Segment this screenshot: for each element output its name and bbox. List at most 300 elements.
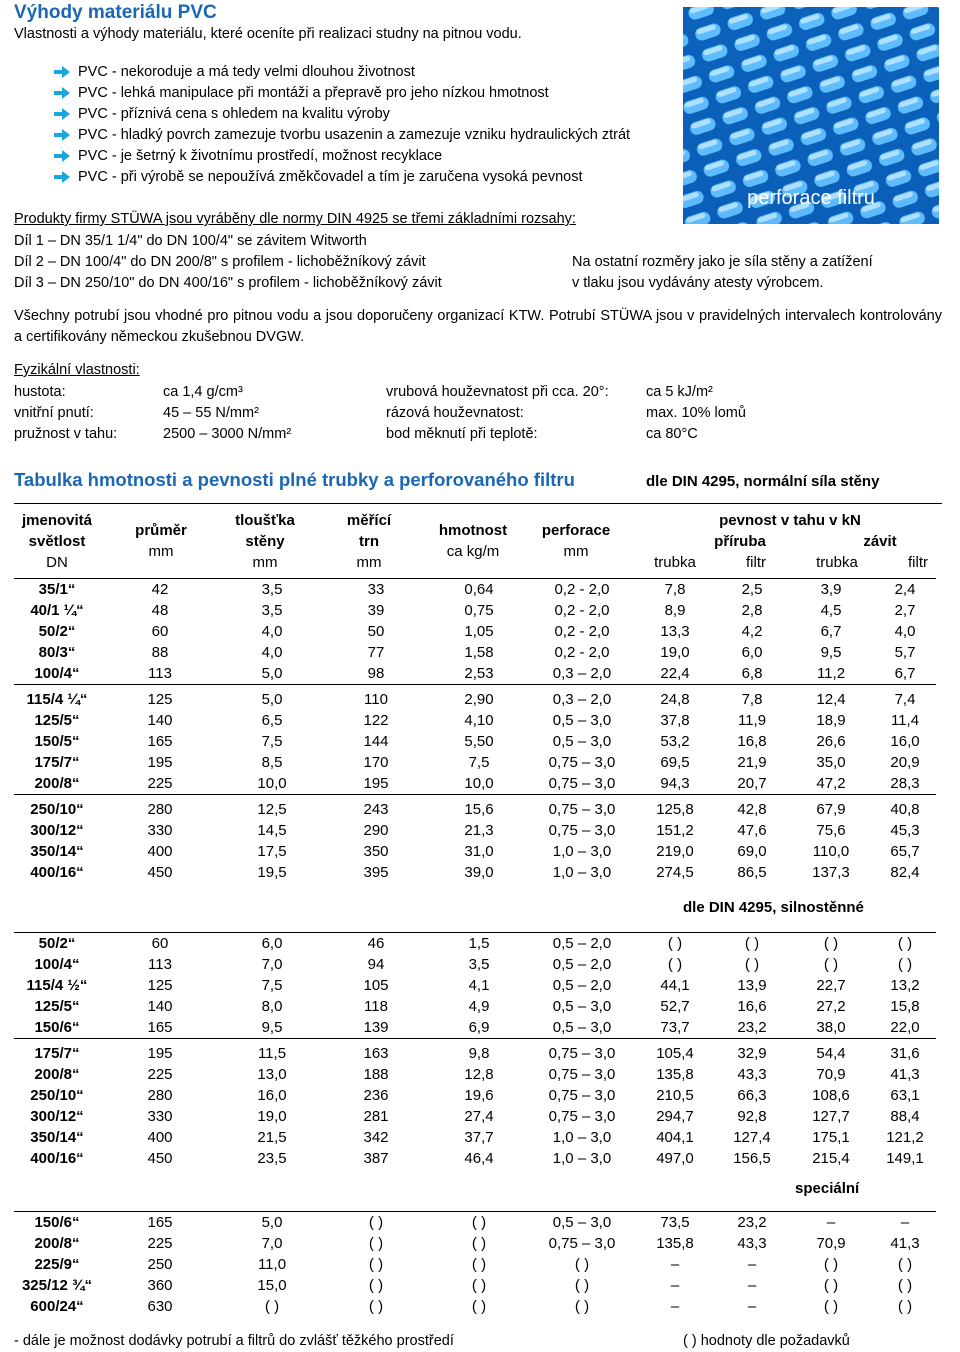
value-cell: 156,5 bbox=[733, 1150, 771, 1167]
value-cell: 7,4 bbox=[874, 685, 936, 711]
property-label: vnitřní pnutí: bbox=[14, 405, 94, 421]
dn-cell: 40/1 ¼“ bbox=[30, 602, 84, 619]
value-cell: 94 bbox=[367, 956, 385, 973]
table-row bbox=[14, 841, 936, 862]
value-cell: 73,5 bbox=[634, 1212, 716, 1234]
value-cell: 0,5 – 3,0 bbox=[530, 1212, 634, 1234]
value-cell: 2,53 bbox=[464, 665, 494, 682]
value-cell: 127,4 bbox=[733, 1129, 771, 1146]
advantage-text: PVC - příznivá cena s ohledem na kvalitu výroby bbox=[78, 106, 390, 122]
value-cell: 54,4 bbox=[788, 1039, 874, 1065]
value-cell: 4,0 bbox=[261, 644, 283, 661]
value-cell: 21,3 bbox=[464, 822, 494, 839]
norm-strong-label: dle DIN 4295, silnostěnné bbox=[683, 899, 864, 916]
table-row bbox=[14, 1233, 936, 1254]
table-row bbox=[14, 1064, 936, 1085]
value-cell: 219,0 bbox=[656, 843, 694, 860]
value-cell: 387 bbox=[363, 1150, 389, 1167]
value-cell: 0,5 – 3,0 bbox=[552, 1019, 612, 1036]
dn-cell: 50/2“ bbox=[38, 623, 76, 640]
table-normal-wall bbox=[14, 578, 936, 883]
value-cell: 1,0 – 3,0 bbox=[552, 1150, 612, 1167]
value-cell: 16,6 bbox=[737, 998, 767, 1015]
value-cell: 73,7 bbox=[660, 1019, 690, 1036]
value-cell: 195 bbox=[100, 1039, 220, 1065]
value-cell: 330 bbox=[147, 822, 173, 839]
value-cell: 20,9 bbox=[890, 754, 920, 771]
value-cell: 151,2 bbox=[656, 822, 694, 839]
value-cell: 22,0 bbox=[890, 1019, 920, 1036]
value-cell: 7,5 bbox=[261, 977, 283, 994]
dn-cell: 200/8“ bbox=[34, 1235, 80, 1252]
advantage-text: PVC - je šetrný k životnímu prostředí, možnost recyklace bbox=[78, 148, 443, 164]
value-cell: 2,8 bbox=[741, 602, 763, 619]
product-part-1: Díl 1 – DN 35/1 1/4" do DN 100/4" se závitem Witworth bbox=[14, 233, 367, 249]
table-row bbox=[14, 685, 936, 711]
value-cell: 22,7 bbox=[816, 977, 846, 994]
value-cell: 0,75 – 3,0 bbox=[548, 775, 616, 792]
value-cell: ( ) bbox=[368, 1277, 384, 1294]
value-cell: 170 bbox=[363, 754, 389, 771]
value-cell: 6,8 bbox=[741, 665, 763, 682]
value-cell: 137,3 bbox=[812, 864, 850, 881]
value-cell: 24,8 bbox=[634, 685, 716, 711]
header-dn: jmenovitá světlost DN bbox=[21, 512, 93, 571]
dn-cell: 100/4“ bbox=[34, 956, 80, 973]
arrow-right-icon bbox=[54, 87, 70, 99]
value-cell: 60 bbox=[151, 623, 169, 640]
dn-cell: 150/6“ bbox=[34, 1019, 80, 1036]
value-cell: 41,3 bbox=[890, 1066, 920, 1083]
value-cell: 43,3 bbox=[737, 1066, 767, 1083]
value-cell: 23,2 bbox=[737, 1019, 767, 1036]
table-row bbox=[14, 731, 936, 752]
value-cell: 19,6 bbox=[464, 1087, 494, 1104]
table-row bbox=[14, 642, 936, 663]
value-cell: 1,0 – 3,0 bbox=[552, 864, 612, 881]
value-cell: 86,5 bbox=[737, 864, 767, 881]
value-cell: 11,2 bbox=[816, 665, 846, 682]
value-cell: 4,10 bbox=[464, 712, 494, 729]
perforated-filter-image bbox=[683, 7, 939, 224]
value-cell: 2,5 bbox=[716, 579, 788, 601]
value-cell: 88 bbox=[151, 644, 169, 661]
value-cell: 5,0 bbox=[220, 685, 324, 711]
value-cell: 27,4 bbox=[464, 1108, 494, 1125]
value-cell: 94,3 bbox=[660, 775, 690, 792]
header-thread: závit bbox=[863, 533, 897, 550]
value-cell: 88,4 bbox=[890, 1108, 920, 1125]
value-cell: ( ) bbox=[897, 1256, 913, 1273]
value-cell: 149,1 bbox=[886, 1150, 924, 1167]
dn-cell: 350/14“ bbox=[30, 1129, 84, 1146]
property-value: max. 10% lomů bbox=[646, 405, 746, 421]
value-cell: – bbox=[747, 1298, 757, 1315]
dn-cell: 100/4“ bbox=[34, 665, 80, 682]
value-cell: 195 bbox=[363, 775, 389, 792]
value-cell: ( ) bbox=[823, 1298, 839, 1315]
header-perforation: perforace mm bbox=[541, 522, 611, 560]
table-row bbox=[14, 1148, 936, 1169]
table-special bbox=[14, 1211, 936, 1317]
value-cell: 5,50 bbox=[464, 733, 494, 750]
property-value: 2500 – 3000 N/mm² bbox=[163, 426, 292, 442]
value-cell: ( ) bbox=[574, 1256, 590, 1273]
value-cell: 6,7 bbox=[894, 665, 916, 682]
property-label: hustota: bbox=[14, 384, 66, 400]
value-cell: 19,5 bbox=[257, 864, 287, 881]
table-row bbox=[14, 1127, 936, 1148]
value-cell: 1,05 bbox=[464, 623, 494, 640]
value-cell: 17,5 bbox=[257, 843, 287, 860]
value-cell: 15,6 bbox=[428, 795, 530, 821]
dn-cell: 250/10“ bbox=[14, 795, 100, 821]
value-cell: 45,3 bbox=[890, 822, 920, 839]
value-cell: 23,2 bbox=[716, 1212, 788, 1234]
value-cell: 6,0 bbox=[741, 644, 763, 661]
dn-cell: 200/8“ bbox=[34, 775, 80, 792]
value-cell: 7,5 bbox=[261, 733, 283, 750]
value-cell: 10,0 bbox=[257, 775, 287, 792]
value-cell: 4,2 bbox=[741, 623, 763, 640]
value-cell: ( ) bbox=[264, 1298, 280, 1315]
dn-cell: 325/12 ¾“ bbox=[21, 1277, 93, 1294]
advantage-item bbox=[54, 83, 630, 104]
value-cell: – bbox=[874, 1212, 936, 1234]
table-row bbox=[14, 710, 936, 731]
value-cell: ( ) bbox=[324, 1212, 428, 1234]
value-cell: ( ) bbox=[823, 1256, 839, 1273]
header-trn: měřící trn mm bbox=[346, 512, 392, 571]
dn-cell: 175/7“ bbox=[14, 1039, 100, 1065]
value-cell: 0,75 – 3,0 bbox=[548, 754, 616, 771]
dn-cell: 300/12“ bbox=[30, 1108, 84, 1125]
value-cell: 32,9 bbox=[716, 1039, 788, 1065]
value-cell: ( ) bbox=[368, 1235, 384, 1252]
value-cell: 65,7 bbox=[890, 843, 920, 860]
value-cell: 395 bbox=[363, 864, 389, 881]
value-cell: 0,2 - 2,0 bbox=[554, 602, 610, 619]
value-cell: 0,3 – 2,0 bbox=[552, 665, 612, 682]
physical-heading: Fyzikální vlastnosti: bbox=[14, 362, 140, 378]
table-title: Tabulka hmotnosti a pevnosti plné trubky a perforovaného filtru bbox=[14, 469, 575, 490]
value-cell: 274,5 bbox=[656, 864, 694, 881]
value-cell: 47,2 bbox=[816, 775, 846, 792]
dn-cell: 150/5“ bbox=[34, 733, 80, 750]
value-cell: – bbox=[670, 1277, 680, 1294]
value-cell: ( ) bbox=[634, 933, 716, 955]
value-cell: 26,6 bbox=[816, 733, 846, 750]
value-cell: 5,0 bbox=[220, 1212, 324, 1234]
value-cell: 11,4 bbox=[890, 712, 920, 729]
value-cell: 1,0 – 3,0 bbox=[552, 843, 612, 860]
value-cell: 46 bbox=[324, 933, 428, 955]
dn-cell: 35/1“ bbox=[14, 579, 100, 601]
value-cell: 50 bbox=[367, 623, 385, 640]
value-cell: 0,75 – 3,0 bbox=[548, 1087, 616, 1104]
value-cell: 92,8 bbox=[737, 1108, 767, 1125]
value-cell: 3,5 bbox=[220, 579, 324, 601]
value-cell: – bbox=[670, 1298, 680, 1315]
value-cell: 225 bbox=[147, 1066, 173, 1083]
value-cell: 3,9 bbox=[788, 579, 874, 601]
value-cell: 163 bbox=[324, 1039, 428, 1065]
arrow-right-icon bbox=[54, 108, 70, 120]
value-cell: 3,5 bbox=[468, 956, 490, 973]
value-cell: 108,6 bbox=[812, 1087, 850, 1104]
value-cell: 23,5 bbox=[257, 1150, 287, 1167]
dn-cell: 225/9“ bbox=[34, 1256, 80, 1273]
table-row bbox=[14, 1039, 936, 1065]
value-cell: 0,5 – 2,0 bbox=[552, 977, 612, 994]
value-cell: 0,2 - 2,0 bbox=[554, 623, 610, 640]
value-cell: 5,0 bbox=[261, 665, 283, 682]
value-cell: 0,75 – 3,0 bbox=[548, 822, 616, 839]
value-cell: 5,7 bbox=[894, 644, 916, 661]
value-cell: 210,5 bbox=[656, 1087, 694, 1104]
value-cell: 48 bbox=[151, 602, 169, 619]
value-cell: 0,75 – 3,0 bbox=[530, 1039, 634, 1065]
value-cell: 77 bbox=[367, 644, 385, 661]
value-cell: 450 bbox=[147, 864, 173, 881]
value-cell: 21,9 bbox=[737, 754, 767, 771]
page-title: Výhody materiálu PVC bbox=[14, 2, 217, 23]
table-top-rule bbox=[14, 503, 942, 504]
value-cell: 16,0 bbox=[257, 1087, 287, 1104]
value-cell: 175,1 bbox=[812, 1129, 850, 1146]
value-cell: 4,5 bbox=[820, 602, 842, 619]
property-label: pružnost v tahu: bbox=[14, 426, 118, 442]
value-cell: 18,9 bbox=[816, 712, 846, 729]
value-cell: 105 bbox=[363, 977, 389, 994]
value-cell: 2,7 bbox=[894, 602, 916, 619]
property-value: ca 1,4 g/cm³ bbox=[163, 384, 243, 400]
value-cell: 135,8 bbox=[656, 1235, 694, 1252]
value-cell: 33 bbox=[324, 579, 428, 601]
dn-cell: 350/14“ bbox=[30, 843, 84, 860]
value-cell: ( ) bbox=[667, 956, 683, 973]
value-cell: 144 bbox=[363, 733, 389, 750]
dn-cell: 125/5“ bbox=[34, 998, 80, 1015]
value-cell: 53,2 bbox=[660, 733, 690, 750]
value-cell: 0,5 – 3,0 bbox=[552, 712, 612, 729]
value-cell: 404,1 bbox=[656, 1129, 694, 1146]
value-cell: ( ) bbox=[368, 1256, 384, 1273]
property-label: bod měknutí při teplotě: bbox=[386, 426, 538, 442]
table-row bbox=[14, 621, 936, 642]
value-cell: 43,3 bbox=[737, 1235, 767, 1252]
value-cell: 47,6 bbox=[737, 822, 767, 839]
table-row bbox=[14, 1212, 936, 1234]
value-cell: 281 bbox=[363, 1108, 389, 1125]
value-cell: ( ) bbox=[574, 1277, 590, 1294]
value-cell: 330 bbox=[147, 1108, 173, 1125]
value-cell: 2,90 bbox=[428, 685, 530, 711]
value-cell: 69,0 bbox=[737, 843, 767, 860]
value-cell: 70,9 bbox=[816, 1235, 846, 1252]
header-strength: pevnost v tahu v kN bbox=[719, 512, 861, 529]
value-cell: 7,8 bbox=[634, 579, 716, 601]
value-cell: 243 bbox=[324, 795, 428, 821]
value-cell: 12,4 bbox=[788, 685, 874, 711]
table-row bbox=[14, 773, 936, 795]
value-cell: 0,75 – 3,0 bbox=[530, 795, 634, 821]
value-cell: 13,3 bbox=[660, 623, 690, 640]
value-cell: 139 bbox=[363, 1019, 389, 1036]
value-cell: 280 bbox=[100, 795, 220, 821]
value-cell: 31,0 bbox=[464, 843, 494, 860]
value-cell: 4,1 bbox=[468, 977, 490, 994]
value-cell: 42,8 bbox=[716, 795, 788, 821]
value-cell: – bbox=[747, 1277, 757, 1294]
property-label: vrubová houževnatost při cca. 20°: bbox=[386, 384, 609, 400]
table-row bbox=[14, 975, 936, 996]
value-cell: ( ) bbox=[897, 1298, 913, 1315]
advantage-item bbox=[54, 167, 630, 188]
value-cell: 63,1 bbox=[890, 1087, 920, 1104]
value-cell: ( ) bbox=[471, 1277, 487, 1294]
table-row bbox=[14, 1275, 936, 1296]
value-cell: 19,0 bbox=[660, 644, 690, 661]
value-cell: ( ) bbox=[471, 1256, 487, 1273]
value-cell: 38,0 bbox=[816, 1019, 846, 1036]
value-cell: 236 bbox=[363, 1087, 389, 1104]
dn-cell: 400/16“ bbox=[30, 864, 84, 881]
value-cell: ( ) bbox=[574, 1298, 590, 1315]
value-cell: 0,75 – 3,0 bbox=[548, 1066, 616, 1083]
value-cell: ( ) bbox=[368, 1298, 384, 1315]
value-cell: ( ) bbox=[471, 1298, 487, 1315]
value-cell: 294,7 bbox=[656, 1108, 694, 1125]
value-cell: 400 bbox=[147, 1129, 173, 1146]
value-cell: – bbox=[747, 1256, 757, 1273]
value-cell: ( ) bbox=[428, 1212, 530, 1234]
table-row bbox=[14, 663, 936, 685]
value-cell: 215,4 bbox=[812, 1150, 850, 1167]
value-cell: ( ) bbox=[823, 956, 839, 973]
header-flange: příruba bbox=[714, 533, 766, 550]
value-cell: 9,5 bbox=[261, 1019, 283, 1036]
value-cell: 121,2 bbox=[886, 1129, 924, 1146]
value-cell: 630 bbox=[147, 1298, 173, 1315]
table-row bbox=[14, 933, 936, 955]
value-cell: ( ) bbox=[874, 933, 936, 955]
value-cell: 82,4 bbox=[890, 864, 920, 881]
advantage-text: PVC - nekoroduje a má tedy velmi dlouhou životnost bbox=[78, 64, 415, 80]
table-row bbox=[14, 820, 936, 841]
value-cell: 21,5 bbox=[257, 1129, 287, 1146]
approval-text: Všechny potrubí jsou vhodné pro pitnou vodu a jsou doporučeny organizací KTW. Potrubí STÜWA jsou v pravidelných intervalech kontrolovány a certifikovány německou zkušebnou DVGW. bbox=[14, 308, 942, 345]
table-row bbox=[14, 996, 936, 1017]
value-cell: 39,0 bbox=[464, 864, 494, 881]
value-cell: 110,0 bbox=[812, 843, 850, 860]
value-cell: 4,9 bbox=[468, 998, 490, 1015]
value-cell: 37,8 bbox=[660, 712, 690, 729]
perforation-label: perforace filtru bbox=[747, 187, 875, 209]
value-cell: 16,0 bbox=[890, 733, 920, 750]
value-cell: 450 bbox=[147, 1150, 173, 1167]
value-cell: 27,2 bbox=[816, 998, 846, 1015]
value-cell: 15,0 bbox=[257, 1277, 287, 1294]
value-cell: 0,75 – 3,0 bbox=[548, 1108, 616, 1125]
table-row bbox=[14, 1085, 936, 1106]
value-cell: 42 bbox=[100, 579, 220, 601]
arrow-right-icon bbox=[54, 150, 70, 162]
value-cell: 225 bbox=[147, 1235, 173, 1252]
value-cell: ( ) bbox=[897, 1277, 913, 1294]
dn-cell: 125/5“ bbox=[34, 712, 80, 729]
value-cell: – bbox=[670, 1256, 680, 1273]
value-cell: 11,0 bbox=[257, 1256, 287, 1273]
value-cell: 10,0 bbox=[464, 775, 494, 792]
advantage-text: PVC - při výrobě se nepoužívá změkčovadel a tím je zaručena vysoká pevnost bbox=[78, 169, 583, 185]
value-cell: ( ) bbox=[744, 956, 760, 973]
dn-cell: 80/3“ bbox=[38, 644, 76, 661]
value-cell: 19,0 bbox=[257, 1108, 287, 1125]
table-row bbox=[14, 1017, 936, 1039]
value-cell: 497,0 bbox=[656, 1150, 694, 1167]
value-cell: 20,7 bbox=[737, 775, 767, 792]
dn-cell: 250/10“ bbox=[30, 1087, 84, 1104]
advantages-list bbox=[54, 62, 630, 188]
value-cell: 140 bbox=[147, 712, 173, 729]
norm-special-label: speciální bbox=[795, 1180, 860, 1197]
value-cell: ( ) bbox=[716, 933, 788, 955]
value-cell: 67,9 bbox=[788, 795, 874, 821]
arrow-right-icon bbox=[54, 129, 70, 141]
value-cell: 0,5 – 2,0 bbox=[552, 956, 612, 973]
value-cell: 52,7 bbox=[660, 998, 690, 1015]
table-row bbox=[14, 752, 936, 773]
other-sizes-note-2: v tlaku jsou vydávány atesty výrobcem. bbox=[572, 275, 824, 291]
header-wall: tloušťka stěny mm bbox=[235, 512, 295, 571]
value-cell: 105,4 bbox=[634, 1039, 716, 1065]
value-cell: 11,9 bbox=[737, 712, 767, 729]
dn-cell: 50/2“ bbox=[14, 933, 100, 955]
dn-cell: 115/4 ¼“ bbox=[14, 685, 100, 711]
value-cell: 22,4 bbox=[660, 665, 690, 682]
value-cell: 60 bbox=[100, 933, 220, 955]
value-cell: 15,8 bbox=[890, 998, 920, 1015]
table-row bbox=[14, 795, 936, 821]
value-cell: 40,8 bbox=[874, 795, 936, 821]
value-cell: 7,5 bbox=[468, 754, 490, 771]
value-cell: 44,1 bbox=[660, 977, 690, 994]
dn-cell: 150/6“ bbox=[14, 1212, 100, 1234]
value-cell: ( ) bbox=[823, 1277, 839, 1294]
arrow-right-icon bbox=[54, 66, 70, 78]
value-cell: 290 bbox=[363, 822, 389, 839]
value-cell: 7,0 bbox=[261, 1235, 283, 1252]
value-cell: 8,9 bbox=[664, 602, 686, 619]
value-cell: 165 bbox=[100, 1212, 220, 1234]
value-cell: 4,0 bbox=[894, 623, 916, 640]
value-cell: 14,5 bbox=[257, 822, 287, 839]
dn-cell: 400/16“ bbox=[30, 1150, 84, 1167]
value-cell: 2,4 bbox=[874, 579, 936, 601]
arrow-right-icon bbox=[54, 171, 70, 183]
value-cell: 280 bbox=[147, 1087, 173, 1104]
norm-normal-label: dle DIN 4295, normální síla stěny bbox=[646, 473, 880, 490]
table-row bbox=[14, 1106, 936, 1127]
value-cell: 8,0 bbox=[261, 998, 283, 1015]
property-value: ca 80°C bbox=[646, 426, 698, 442]
value-cell: 31,6 bbox=[874, 1039, 936, 1065]
advantage-text: PVC - lehká manipulace při montáži a přepravě pro jeho nízkou hmotnost bbox=[78, 85, 549, 101]
value-cell: 0,64 bbox=[428, 579, 530, 601]
value-cell: 4,0 bbox=[261, 623, 283, 640]
value-cell: 12,5 bbox=[220, 795, 324, 821]
